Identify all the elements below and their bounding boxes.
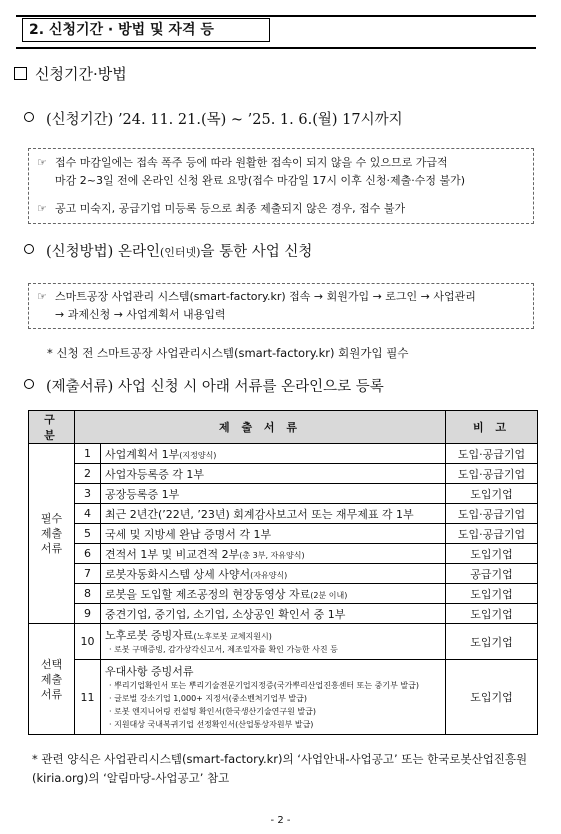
- document-name: [101, 504, 446, 524]
- period-notes-box: [28, 148, 534, 224]
- document-text: 공장등록증 1부: [105, 487, 180, 501]
- method-text-paren: (인터넷): [159, 246, 201, 259]
- method-text-main: 온라인: [117, 244, 160, 260]
- method-note: [29, 288, 533, 324]
- document-name: [101, 604, 446, 624]
- table-row: [29, 584, 538, 604]
- document-name: [101, 524, 446, 544]
- row-number: 10: [75, 624, 101, 660]
- document-name: [101, 464, 446, 484]
- note-line: 마감 2~3일 전에 온라인 신청 완료 요망(접수 마감일 17시 이후 신청·제출·수정 불가): [55, 174, 466, 187]
- header-documents: 제 출 서 류: [75, 411, 446, 444]
- pointing-hand-icon: ☞: [37, 202, 47, 215]
- period-note-2: [29, 200, 533, 218]
- footer-note: * 관련 양식은 사업관리시스템(smart-factory.kr)의 ‘사업안내-사업공고’ 또는 한국로봇산업진흥원(kiria.org)의 ‘알림마당-사업공고’ 참고: [32, 752, 528, 785]
- subsection-heading: [14, 63, 127, 84]
- table-row: [29, 660, 538, 735]
- table-row: [29, 484, 538, 504]
- document-text: 중견기업, 중기업, 소기업, 소상공인 확인서 중 1부: [105, 607, 346, 621]
- row-number: 4: [75, 504, 101, 524]
- table-row: [29, 464, 538, 484]
- row-number: 7: [75, 564, 101, 584]
- note-line: 접수 마감일에는 접속 폭주 등에 따라 원활한 접속이 되지 않을 수 있으므로 가급적: [55, 156, 448, 169]
- document-name: [101, 544, 446, 564]
- circle-bullet-icon: [24, 379, 34, 389]
- document-remark: 도입·공급기업: [446, 504, 538, 524]
- method-text-rest: 을 통한 사업 신청: [200, 244, 313, 260]
- optional-category: 선택 제출 서류: [29, 624, 75, 735]
- pointing-hand-icon: ☞: [37, 290, 47, 303]
- document-note: (지정양식): [179, 450, 217, 460]
- document-note: (노후로봇 교체지원시): [193, 632, 272, 641]
- table-row: [29, 544, 538, 564]
- period-label: (신청기간): [46, 112, 114, 128]
- table-row: [29, 524, 538, 544]
- document-note: (총 3부, 자유양식): [239, 550, 305, 560]
- pointing-hand-icon: ☞: [37, 156, 47, 169]
- document-remark: 도입기업: [446, 604, 538, 624]
- document-name: [101, 624, 446, 660]
- document-remark: 공급기업: [446, 564, 538, 584]
- document-name: [101, 584, 446, 604]
- document-name: [101, 660, 446, 735]
- document-remark: 도입기업: [446, 584, 538, 604]
- row-number: 6: [75, 544, 101, 564]
- document-title: [105, 627, 441, 643]
- table-row: [29, 504, 538, 524]
- document-text: 우대사항 증빙서류: [105, 665, 194, 678]
- document-text: 사업자등록증 각 1부: [105, 467, 204, 481]
- document-text: 노후로봇 증빙자료: [105, 629, 194, 642]
- signup-note: * 신청 전 스마트공장 사업관리시스템(smart-factory.kr) 회원가입 필수: [47, 346, 409, 360]
- subsection-title: 신청기간·방법: [35, 65, 127, 83]
- table-row: [29, 564, 538, 584]
- document-text: 견적서 1부 및 비교견적 2부: [105, 547, 240, 561]
- note-line: 공고 미숙지, 공급기업 미등록 등으로 최종 제출되지 않은 경우, 접수 불가: [55, 202, 406, 215]
- circle-bullet-icon: [24, 112, 34, 122]
- table-row: [29, 624, 538, 660]
- header-category: 구 분: [29, 411, 75, 444]
- document-text: 로봇자동화시스템 상세 사양서: [105, 567, 251, 581]
- section-title: 2. 신청기간 · 방법 및 자격 등: [22, 18, 270, 42]
- period-text: ’24. 11. 21.(목) ~ ’25. 1. 6.(월) 17시까지: [117, 112, 403, 128]
- table-row: [29, 444, 538, 464]
- row-number: 9: [75, 604, 101, 624]
- document-remark: 도입기업: [446, 544, 538, 564]
- note-line: 스마트공장 사업관리 시스템(smart-factory.kr) 접속 → 회원가입 → 로그인 → 사업관리: [55, 290, 476, 303]
- row-number: 2: [75, 464, 101, 484]
- required-category: 필수 제출 서류: [29, 444, 75, 624]
- row-number: 1: [75, 444, 101, 464]
- document-remark: 도입기업: [446, 484, 538, 504]
- document-subitem: · 로봇 구매증빙, 감가상각신고서, 제조일자를 확인 가능한 사진 등: [109, 645, 338, 654]
- document-text: 최근 2년간(’22년, ’23년) 회계감사보고서 또는 재무제표 각 1부: [105, 507, 414, 521]
- document-remark: 도입·공급기업: [446, 444, 538, 464]
- document-remark: 도입기업: [446, 660, 538, 735]
- document-remark: 도입기업: [446, 624, 538, 660]
- row-number: 11: [75, 660, 101, 735]
- document-text: 국세 및 지방세 완납 증명서 각 1부: [105, 527, 272, 541]
- docs-text: 사업 신청 시 아래 서류를 온라인으로 등록: [117, 379, 384, 395]
- document-text: 사업계획서 1부: [105, 447, 180, 461]
- document-note: (2분 이내): [310, 590, 348, 600]
- method-note-box: [28, 283, 534, 329]
- square-bullet-icon: [14, 67, 27, 80]
- document-remark: 도입·공급기업: [446, 524, 538, 544]
- document-name: [101, 484, 446, 504]
- documents-table: [28, 410, 538, 735]
- document-subitem: · 뿌리기업확인서 또는 뿌리기술전문기업지정증(국가뿌리산업진흥센터 또는 중기부 발급): [109, 681, 419, 690]
- row-number: 8: [75, 584, 101, 604]
- table-row: [29, 604, 538, 624]
- document-remark: 도입·공급기업: [446, 464, 538, 484]
- document-text: 로봇을 도입할 제조공정의 현장동영상 자료: [105, 587, 311, 601]
- table-header-row: [29, 411, 538, 444]
- method-label: (신청방법): [46, 244, 114, 260]
- page-number: - 2 -: [270, 815, 291, 826]
- document-name: [101, 564, 446, 584]
- circle-bullet-icon: [24, 244, 34, 254]
- docs-bullet: [24, 375, 384, 396]
- docs-label: (제출서류): [46, 379, 114, 395]
- method-bullet: [24, 240, 312, 261]
- document-note: (자유양식): [250, 570, 288, 580]
- document-name: [101, 444, 446, 464]
- row-number: 3: [75, 484, 101, 504]
- header-remarks: 비 고: [446, 411, 538, 444]
- document-subitem: · 지원대상 국내복귀기업 선정확인서(산업통상자원부 발급): [109, 720, 314, 729]
- period-note-1: [29, 154, 533, 190]
- period-bullet: [24, 108, 403, 129]
- note-line: → 과제신청 → 사업계획서 내용입력: [55, 308, 226, 321]
- document-title: [105, 663, 441, 679]
- document-subitem: · 로봇 엔지니어링 컨설팅 확인서(한국생산기술연구원 발급): [109, 707, 316, 716]
- row-number: 5: [75, 524, 101, 544]
- document-subitem: · 글로벌 강소기업 1,000+ 지정서(중소벤처기업부 발급): [109, 694, 307, 703]
